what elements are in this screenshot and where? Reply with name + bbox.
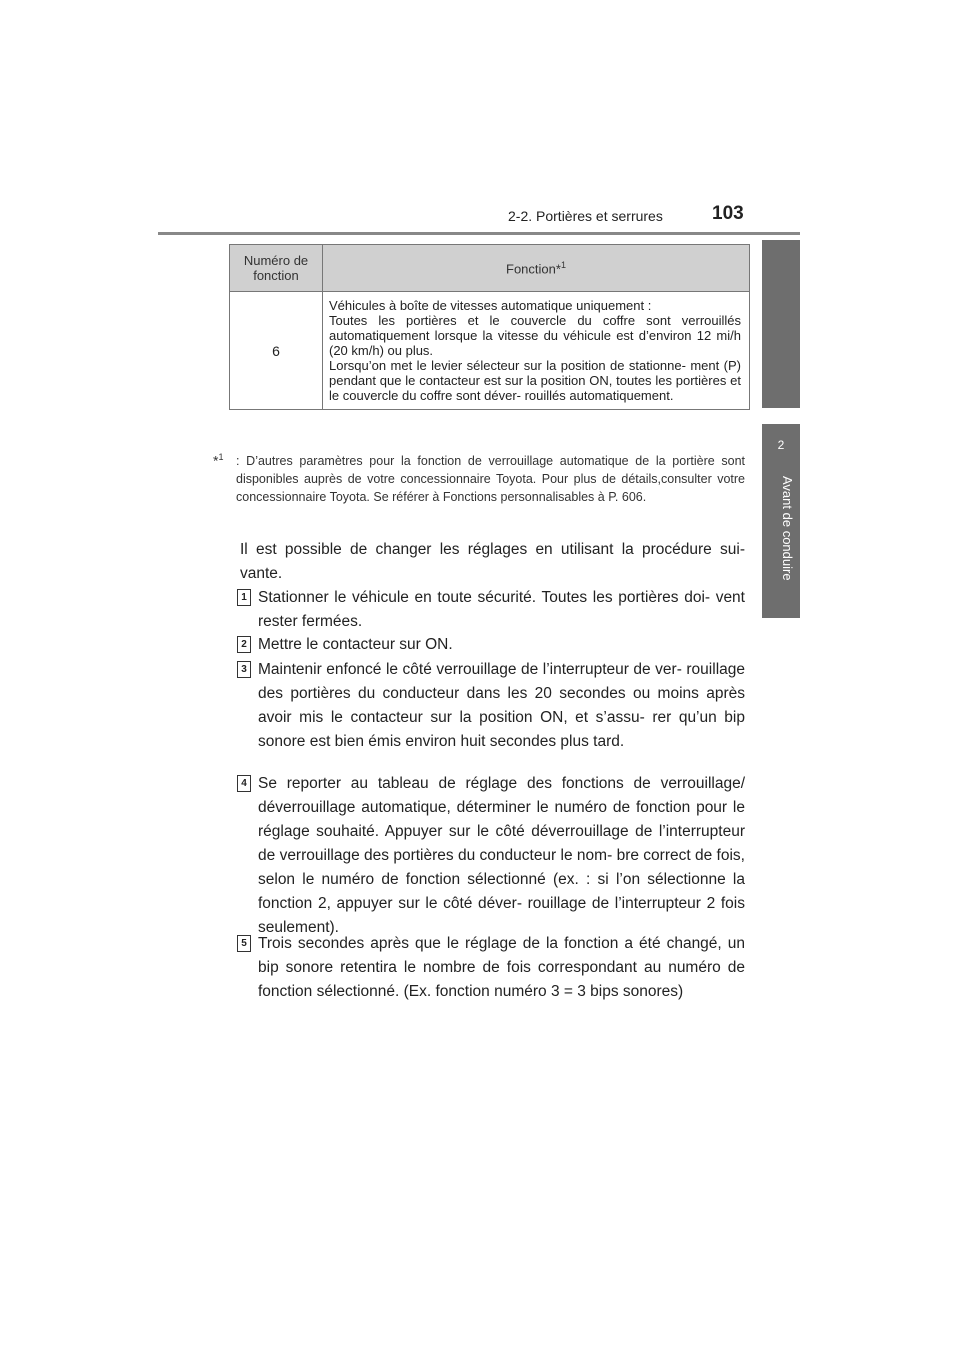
function-line-3: Lorsqu’on met le levier sélecteur sur la position de stationne- ment (P) pendant que le contacteur est sur la position ON, toutes les portières et le couvercle du coffre sont déver- rouillés automatiquement. — [329, 358, 741, 403]
step-text: Trois secondes après que le réglage de la fonction a été changé, un bip sonore retentira le nombre de fois correspondant au numéro de fonction sélectionné. (Ex. fonction numéro 3 = 3 bips sonores) — [258, 935, 745, 1000]
side-tab-upper-block — [762, 240, 800, 408]
step-text: Stationner le véhicule en toute sécurité. Toutes les portières doi- vent rester fermées. — [258, 589, 745, 630]
header-function-label: Fonction — [506, 261, 556, 277]
chapter-number: 2 — [777, 438, 785, 452]
table-row — [230, 292, 750, 410]
step-text: Mettre le contacteur sur ON. — [258, 636, 453, 653]
function-line-2: Toutes les portières et le couvercle du coffre sont verrouillés automatiquement lorsque la vitesse du véhicule est d’environ 12 mi/h (20 km/h) ou plus. — [329, 313, 741, 358]
step-text: Maintenir enfoncé le côté verrouillage de l’interrupteur de ver- rouillage des portières du conducteur dans les 20 secondes ou moins après avoir mis le contacteur sur la position ON, et s’assu- rer qu’un bip sonore est bien émis environ huit secondes plus tard. — [258, 661, 745, 750]
step-3 — [237, 658, 745, 754]
footnote-text: : D’autres paramètres pour la fonction de verrouillage automatique de la portière sont disponibles auprès de votre concessionnaire Toyota. Pour plus de détails,consulter votre concessionnaire Toyota. Se référer à Fonctions personnalisables à P. 606. — [236, 454, 745, 504]
step-1 — [237, 586, 745, 634]
step-text: Se reporter au tableau de réglage des fonctions de verrouillage/ déverrouillage automatique, déterminer le numéro de fonction pour le réglage souhaité. Appuyer sur le côté déverrouillage de l’interrupteur de verrouillage des portières du conducteur le nom- bre correct de fois, selon le numéro de fonction sélectionné (ex. : si l’on sélectionne la fonction 2, appuyer sur le côté déver- rouillage de l’interrupteur 2 fois seulement). — [258, 775, 745, 936]
footnote-star: * — [213, 452, 219, 469]
header-function-number — [230, 245, 323, 292]
step-number-box: 5 — [237, 935, 251, 952]
intro-paragraph: Il est possible de changer les réglages en utilisant la procédure sui- vante. — [240, 541, 745, 582]
footnote — [213, 452, 745, 506]
function-description-cell — [323, 292, 750, 410]
section-title: 2-2. Portières et serrures — [508, 208, 663, 224]
footnote-sup: 1 — [218, 452, 224, 462]
footnote-mark — [213, 448, 223, 470]
step-5 — [237, 932, 745, 1004]
page-number: 103 — [712, 203, 744, 224]
function-table — [229, 244, 750, 410]
function-line-1: Véhicules à boîte de vitesses automatique uniquement : — [329, 298, 652, 313]
function-number-cell: 6 — [230, 292, 323, 410]
step-4 — [237, 772, 745, 940]
header-function-sup: 1 — [560, 259, 566, 270]
header-function — [323, 245, 750, 292]
header-rule — [158, 232, 800, 235]
header-function-number-label: Numéro de fonction — [243, 253, 309, 283]
side-tab — [762, 424, 800, 618]
chapter-label: Avant de conduire — [780, 476, 795, 581]
step-number-box: 4 — [237, 775, 251, 792]
step-2 — [237, 633, 745, 657]
table-header-row — [230, 245, 750, 292]
step-number-box: 3 — [237, 661, 251, 678]
header-function-star: * — [555, 261, 561, 277]
step-number-box: 1 — [237, 589, 251, 606]
step-number-box: 2 — [237, 636, 251, 653]
